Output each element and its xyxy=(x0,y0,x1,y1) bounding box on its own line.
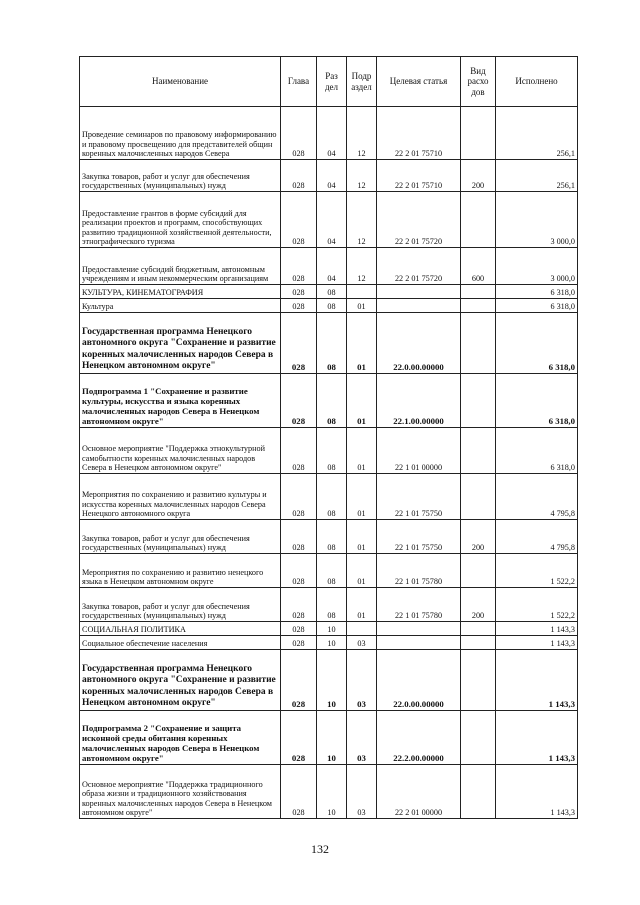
table-row xyxy=(80,636,578,650)
row-target xyxy=(377,636,461,650)
row-chapter: 028 xyxy=(281,299,317,313)
row-executed: 6 318,0 xyxy=(496,285,578,299)
row-chapter: 028 xyxy=(281,588,317,622)
page-number: 132 xyxy=(311,842,329,856)
row-target: 22 1 01 75750 xyxy=(377,474,461,520)
row-target: 22 2 01 75720 xyxy=(377,192,461,248)
row-name: СОЦИАЛЬНАЯ ПОЛИТИКА xyxy=(80,622,281,636)
row-subsection: 01 xyxy=(347,299,377,313)
row-target: 22 2 01 00000 xyxy=(377,765,461,819)
row-subsection: 01 xyxy=(347,520,377,554)
table-row xyxy=(80,474,578,520)
row-target xyxy=(377,285,461,299)
row-section: 08 xyxy=(317,299,347,313)
header-name: Наименование xyxy=(80,57,281,107)
row-expense-type xyxy=(461,765,496,819)
row-section: 04 xyxy=(317,192,347,248)
row-chapter: 028 xyxy=(281,554,317,588)
row-expense-type xyxy=(461,192,496,248)
table-row xyxy=(80,107,578,160)
row-name: Закупка товаров, работ и услуг для обеспечения государственных (муниципальных) нужд xyxy=(80,160,281,192)
row-chapter: 028 xyxy=(281,520,317,554)
row-section: 10 xyxy=(317,765,347,819)
row-target: 22 1 01 75780 xyxy=(377,588,461,622)
row-section: 08 xyxy=(317,554,347,588)
row-expense-type xyxy=(461,299,496,313)
row-name: Проведение семинаров по правовому информированию и правовому просвещению для представителей общин коренных малочисленных народов Севера xyxy=(80,107,281,160)
row-section: 10 xyxy=(317,636,347,650)
row-expense-type: 600 xyxy=(461,248,496,285)
row-executed: 1 143,3 xyxy=(496,711,578,765)
table-row xyxy=(80,622,578,636)
row-subsection: 01 xyxy=(347,313,377,374)
table-row xyxy=(80,299,578,313)
row-chapter: 028 xyxy=(281,650,317,711)
header-executed: Исполнено xyxy=(496,57,578,107)
row-chapter: 028 xyxy=(281,248,317,285)
row-section: 08 xyxy=(317,474,347,520)
row-executed: 6 318,0 xyxy=(496,428,578,474)
table-row xyxy=(80,650,578,711)
row-target: 22.0.00.00000 xyxy=(377,650,461,711)
row-subsection xyxy=(347,285,377,299)
row-target: 22 1 01 75780 xyxy=(377,554,461,588)
header-row xyxy=(80,57,578,107)
row-subsection: 01 xyxy=(347,474,377,520)
row-name: Государственная программа Ненецкого автономного округа "Сохранение и развитие коренных малочисленных народов Севера в Ненецком автономном округе" xyxy=(80,313,281,374)
row-chapter: 028 xyxy=(281,374,317,428)
row-expense-type xyxy=(461,554,496,588)
row-name: Мероприятия по сохранению и развитию ненецкого языка в Ненецком автономном округе xyxy=(80,554,281,588)
row-section: 08 xyxy=(317,313,347,374)
row-expense-type xyxy=(461,107,496,160)
row-subsection: 03 xyxy=(347,650,377,711)
row-chapter: 028 xyxy=(281,622,317,636)
row-executed: 4 795,8 xyxy=(496,520,578,554)
row-expense-type: 200 xyxy=(461,520,496,554)
row-executed: 256,1 xyxy=(496,107,578,160)
table-row xyxy=(80,374,578,428)
row-chapter: 028 xyxy=(281,636,317,650)
row-expense-type xyxy=(461,650,496,711)
table-row xyxy=(80,428,578,474)
row-executed: 6 318,0 xyxy=(496,313,578,374)
table-row xyxy=(80,192,578,248)
row-chapter: 028 xyxy=(281,428,317,474)
table-row xyxy=(80,554,578,588)
row-name: Подпрограмма 2 "Сохранение и защита исконной среды обитания коренных малочисленных народов Севера в Ненецком автономном округе" xyxy=(80,711,281,765)
row-executed: 1 143,3 xyxy=(496,765,578,819)
row-name: Закупка товаров, работ и услуг для обеспечения государственных (муниципальных) нужд xyxy=(80,588,281,622)
table-row xyxy=(80,160,578,192)
row-executed: 1 522,2 xyxy=(496,554,578,588)
budget-table xyxy=(79,56,578,819)
row-name: Предоставление субсидий бюджетным, автономным учреждениям и иным некоммерческим организациям xyxy=(80,248,281,285)
row-subsection: 03 xyxy=(347,765,377,819)
row-target xyxy=(377,622,461,636)
row-chapter: 028 xyxy=(281,474,317,520)
row-executed: 1 522,2 xyxy=(496,588,578,622)
row-section: 04 xyxy=(317,107,347,160)
row-executed: 256,1 xyxy=(496,160,578,192)
header-subsection: Подр аздел xyxy=(347,57,377,107)
row-name: Основное мероприятие "Поддержка традиционного образа жизни и традиционного хозяйствования коренных малочисленных народов Севера в Ненецком автономном округе" xyxy=(80,765,281,819)
row-executed: 1 143,3 xyxy=(496,650,578,711)
row-executed: 3 000,0 xyxy=(496,192,578,248)
row-name: Закупка товаров, работ и услуг для обеспечения государственных (муниципальных) нужд xyxy=(80,520,281,554)
row-expense-type xyxy=(461,474,496,520)
header-chapter: Глава xyxy=(281,57,317,107)
row-section: 08 xyxy=(317,428,347,474)
row-name: Подпрограмма 1 "Сохранение и развитие культуры, искусства и языка коренных малочисленных народов Севера в Ненецком автономном округе" xyxy=(80,374,281,428)
row-target: 22 2 01 75720 xyxy=(377,248,461,285)
row-target xyxy=(377,299,461,313)
row-target: 22 1 01 00000 xyxy=(377,428,461,474)
row-section: 08 xyxy=(317,285,347,299)
row-target: 22.0.00.00000 xyxy=(377,313,461,374)
table-row xyxy=(80,765,578,819)
row-section: 08 xyxy=(317,588,347,622)
row-name: Основное мероприятие "Поддержка этнокультурной самобытности коренных малочисленных народов Севера в Ненецком автономном округе" xyxy=(80,428,281,474)
row-expense-type xyxy=(461,636,496,650)
row-executed: 4 795,8 xyxy=(496,474,578,520)
row-subsection: 01 xyxy=(347,554,377,588)
row-chapter: 028 xyxy=(281,192,317,248)
row-target: 22.2.00.00000 xyxy=(377,711,461,765)
table-row xyxy=(80,588,578,622)
row-chapter: 028 xyxy=(281,765,317,819)
row-subsection xyxy=(347,622,377,636)
row-executed: 3 000,0 xyxy=(496,248,578,285)
row-expense-type xyxy=(461,622,496,636)
row-chapter: 028 xyxy=(281,711,317,765)
row-subsection: 01 xyxy=(347,428,377,474)
row-name: Предоставление грантов в форме субсидий для реализации проектов и программ, способствующих развитию традиционной хозяйственной деятельности, этнографического туризма xyxy=(80,192,281,248)
row-expense-type: 200 xyxy=(461,588,496,622)
table-row xyxy=(80,520,578,554)
row-chapter: 028 xyxy=(281,313,317,374)
row-subsection: 12 xyxy=(347,107,377,160)
row-expense-type xyxy=(461,313,496,374)
row-section: 08 xyxy=(317,374,347,428)
header-target: Целевая статья xyxy=(377,57,461,107)
row-name: Мероприятия по сохранению и развитию культуры и искусства коренных малочисленных народов Севера Ненецкого автономного округа xyxy=(80,474,281,520)
row-subsection: 01 xyxy=(347,374,377,428)
row-section: 10 xyxy=(317,622,347,636)
row-expense-type xyxy=(461,428,496,474)
row-executed: 6 318,0 xyxy=(496,374,578,428)
row-name: Государственная программа Ненецкого автономного округа "Сохранение и развитие коренных малочисленных народов Севера в Ненецком автономном округе" xyxy=(80,650,281,711)
row-executed: 1 143,3 xyxy=(496,636,578,650)
row-expense-type: 200 xyxy=(461,160,496,192)
row-subsection: 03 xyxy=(347,636,377,650)
row-section: 08 xyxy=(317,520,347,554)
row-executed: 1 143,3 xyxy=(496,622,578,636)
row-expense-type xyxy=(461,374,496,428)
table-row xyxy=(80,285,578,299)
row-target: 22 1 01 75750 xyxy=(377,520,461,554)
header-section: Раз дел xyxy=(317,57,347,107)
row-expense-type xyxy=(461,285,496,299)
row-name: КУЛЬТУРА, КИНЕМАТОГРАФИЯ xyxy=(80,285,281,299)
table-row xyxy=(80,248,578,285)
row-target: 22 2 01 75710 xyxy=(377,160,461,192)
row-subsection: 01 xyxy=(347,588,377,622)
row-target: 22.1.00.00000 xyxy=(377,374,461,428)
table-row xyxy=(80,711,578,765)
row-subsection: 12 xyxy=(347,192,377,248)
row-section: 10 xyxy=(317,711,347,765)
row-target: 22 2 01 75710 xyxy=(377,107,461,160)
row-section: 10 xyxy=(317,650,347,711)
row-subsection: 12 xyxy=(347,160,377,192)
table-row xyxy=(80,313,578,374)
row-name: Социальное обеспечение населения xyxy=(80,636,281,650)
row-chapter: 028 xyxy=(281,107,317,160)
row-expense-type xyxy=(461,711,496,765)
row-chapter: 028 xyxy=(281,160,317,192)
row-section: 04 xyxy=(317,248,347,285)
row-section: 04 xyxy=(317,160,347,192)
row-executed: 6 318,0 xyxy=(496,299,578,313)
row-name: Культура xyxy=(80,299,281,313)
row-chapter: 028 xyxy=(281,285,317,299)
row-subsection: 12 xyxy=(347,248,377,285)
header-expense-type: Вид расхо дов xyxy=(461,57,496,107)
row-subsection: 03 xyxy=(347,711,377,765)
